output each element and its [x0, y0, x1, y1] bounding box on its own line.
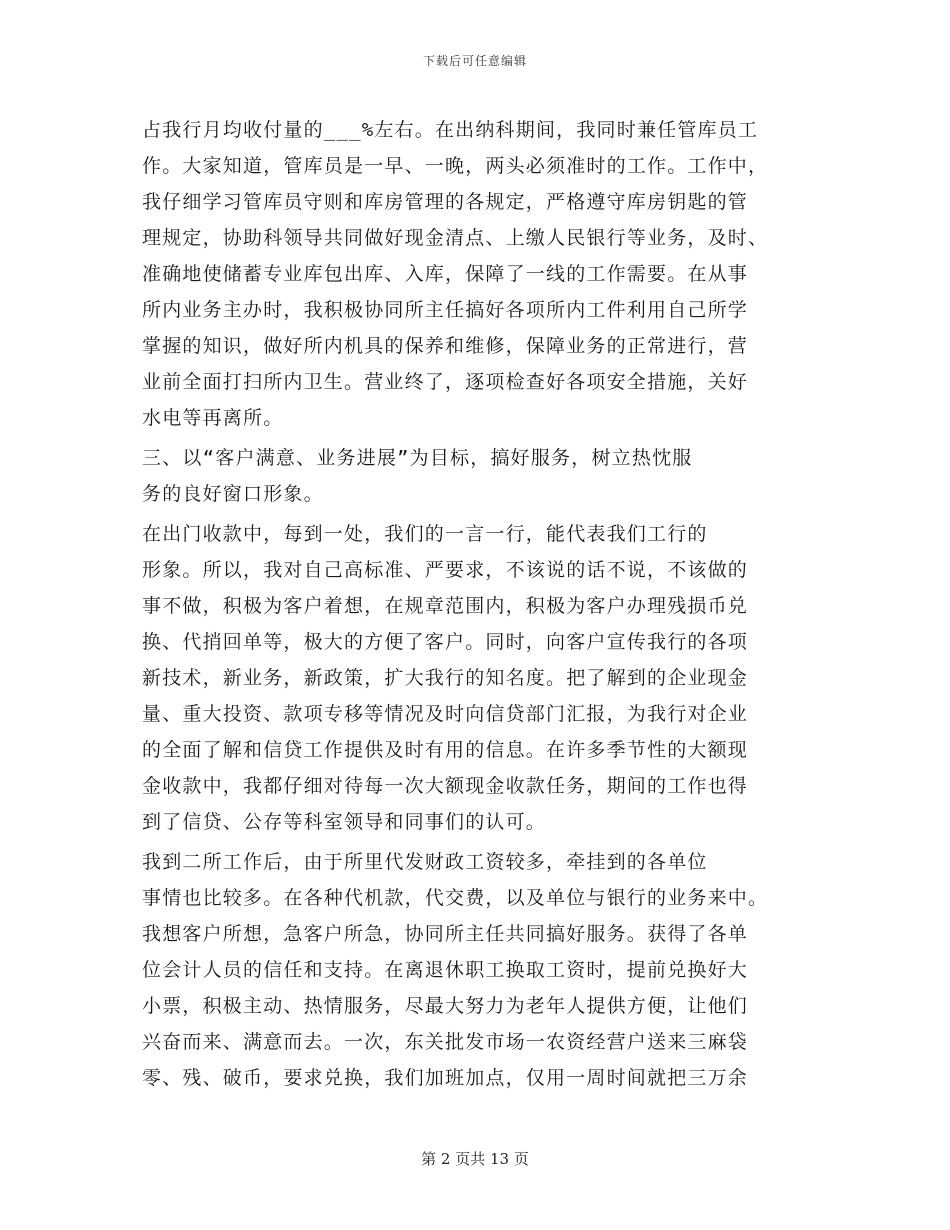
text-line: 事不做，积极为客户着想，在规章范围内，积极为客户办理残损币兑: [142, 595, 749, 617]
text-line: 金收款中，我都仔细对待每一次大额现金收款任务，期间的工作也得: [142, 775, 749, 797]
text-line: 准确地使储蓄专业库包出库、入库，保障了一线的工作需要。在从事: [142, 263, 749, 285]
text-line: 水电等再离所。: [142, 407, 284, 429]
text-line: 我想客户所想，急客户所急，协同所主任共同搞好服务。获得了各单: [142, 923, 749, 945]
text-line: 换、代捎回单等，极大的方便了客户。同时，向客户宣传我行的各项: [142, 631, 749, 653]
text-line: 理规定，协助科领导共同做好现金清点、上缴人民银行等业务，及时、: [142, 227, 769, 249]
text-line: 形象。所以，我对自己高标准、严要求，不该说的话不说，不该做的: [142, 559, 749, 581]
page-number-footer: 第 2 页共 13 页: [421, 1150, 529, 1168]
text-line: 我仔细学习管库员守则和库房管理的各规定，严格遵守库房钥匙的管: [142, 191, 749, 213]
paragraph-1: [142, 112, 806, 436]
text-line: 在出门收款中，每到一处，我们的一言一行，能代表我们工行的: [142, 523, 708, 545]
text-line: 三、以“客户满意、业务进展”为目标，搞好服务，树立热忱服: [142, 447, 693, 469]
text-line: 事情也比较多。在各种代机款，代交费，以及单位与银行的业务来中。: [142, 887, 769, 909]
text-line: 兴奋而来、满意而去。一次，东关批发市场一农资经营户送来三麻袋: [142, 1031, 749, 1053]
text-line: 小票，积极主动、热情服务，尽最大努力为老年人提供方便，让他们: [142, 995, 749, 1017]
text-line: 务的良好窗口形象。: [142, 483, 324, 505]
text-line: 到了信贷、公存等科室领导和同事们的认可。: [142, 811, 547, 833]
text-line: 零、残、破币，要求兑换，我们加班加点，仅用一周时间就把三万余: [142, 1067, 749, 1089]
paragraph-4: [142, 844, 806, 1096]
text-line: 作。大家知道，管库员是一早、一晚，两头必须准时的工作。工作中，: [142, 155, 769, 177]
page-header: 下载后可任意编辑: [422, 54, 527, 68]
text-line: 占我行月均收付量的___%左右。在出纳科期间，我同时兼任管库员工: [142, 119, 759, 141]
text-line: 业前全面打扫所内卫生。营业终了，逐项检查好各项安全措施，关好: [142, 371, 749, 393]
text-line: 位会计人员的信任和支持。在离退休职工换取工资时，提前兑换好大: [142, 959, 749, 981]
text-line: 掌握的知识，做好所内机具的保养和维修，保障业务的正常进行，营: [142, 335, 749, 357]
text-line: 量、重大投资、款项专移等情况及时向信贷部门汇报，为我行对企业: [142, 703, 749, 725]
text-line: 所内业务主办时，我积极协同所主任搞好各项所内工件利用自己所学: [142, 299, 749, 321]
text-line: 的全面了解和信贷工作提供及时有用的信息。在许多季节性的大额现: [142, 739, 749, 761]
text-line: 我到二所工作后，由于所里代发财政工资较多，牵挂到的各单位: [142, 851, 708, 873]
text-line: 新技术，新业务，新政策，扩大我行的知名度。把了解到的企业现金: [142, 667, 749, 689]
paragraph-2: [142, 440, 806, 512]
document-body: [142, 112, 806, 1096]
paragraph-3: [142, 516, 806, 840]
